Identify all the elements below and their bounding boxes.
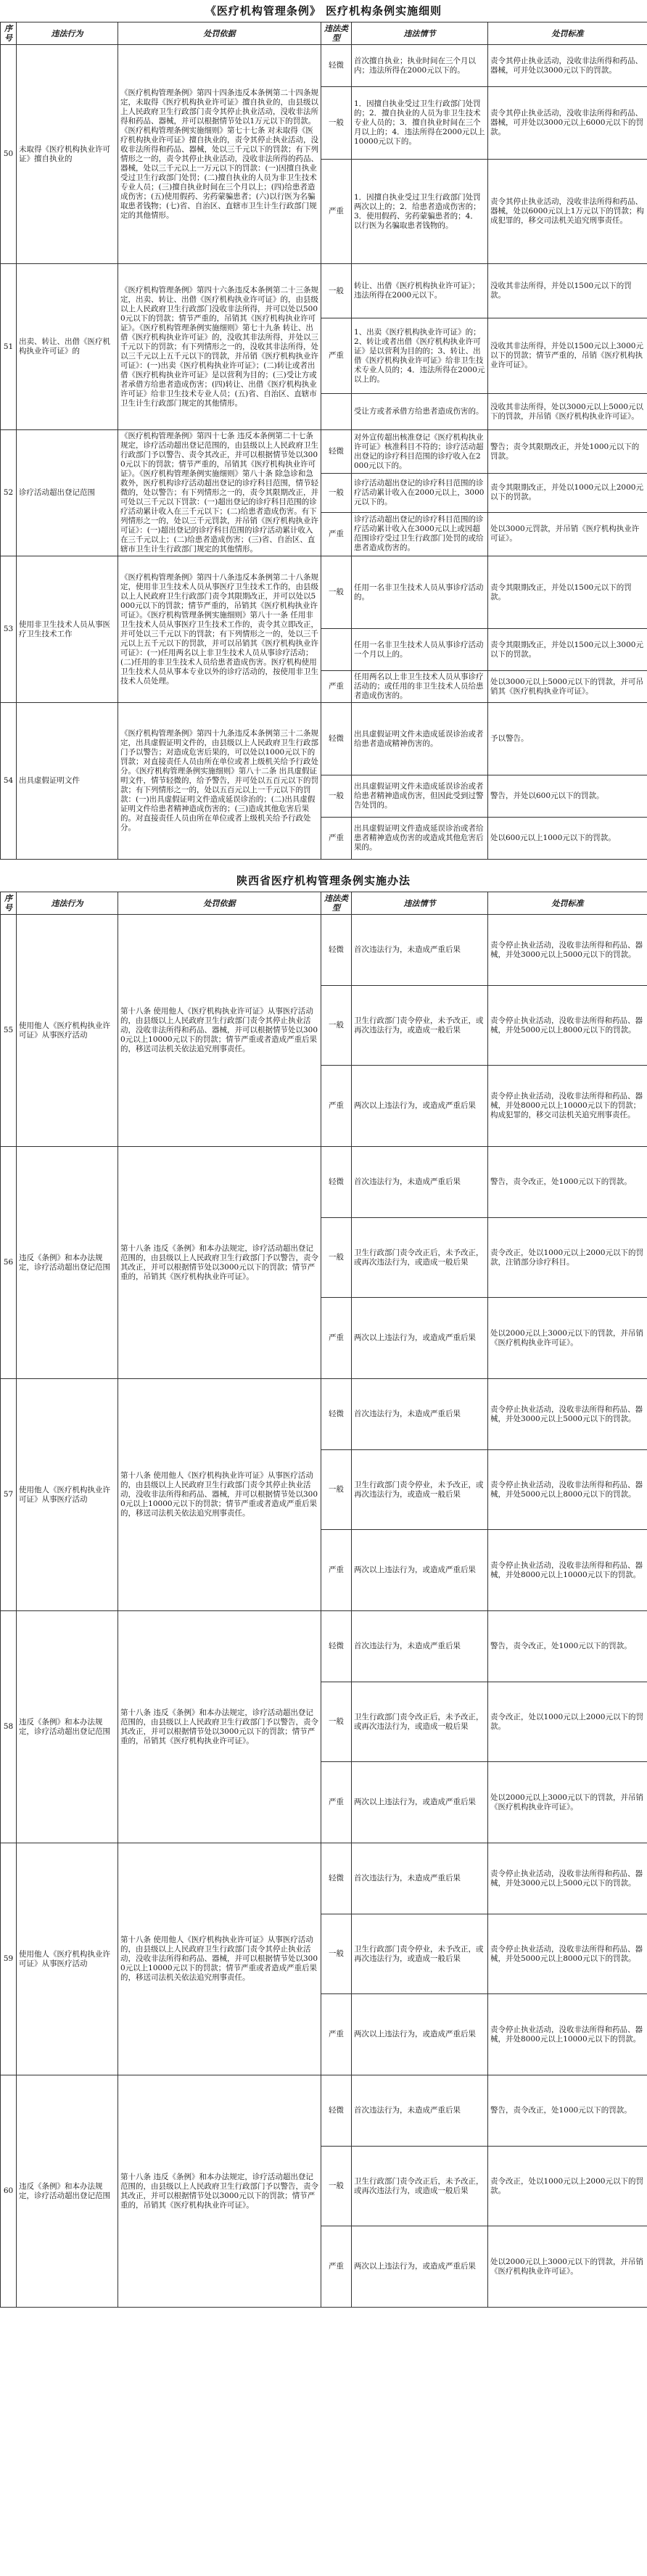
penalty-standard: 警告；责令其限期改正，并处1000元以下的罚款。 (488, 430, 647, 474)
penalty-basis: 第十八条 使用他人《医疗机构执业许可证》从事医疗活动的，由县级以上人民政府卫生行政部门责令其停止执业活动，没收非法所得和药品、器械，并可以根据情节处以3000元以上10000元以下的罚款；情节严重或者造成严重后果的，移送司法机关依法追究刑事责任。 (118, 915, 321, 1147)
violation-level: 一般 (321, 87, 352, 160)
penalty-standard: 处以3000元罚款，并吊销《医疗机构执业许可证》。 (488, 512, 647, 556)
violation-circumstance: 两次以上违法行为，或造成严重后果 (352, 1066, 488, 1147)
violation-act: 使用他人《医疗机构执业许可证》从事医疗活动 (17, 915, 118, 1147)
penalty-standard: 处以2000元以上3000元以下的罚款，并吊销《医疗机构执业许可证》。 (488, 1762, 647, 1843)
penalty-standard: 予以警告。 (488, 703, 647, 775)
table-row (1, 556, 647, 629)
penalty-basis: 第十八条 使用他人《医疗机构执业许可证》从事医疗活动的，由县级以上人民政府卫生行政部门责令其停止执业活动，没收非法所得和药品、器械，并可以根据情节处以3000元以上10000元以下的罚款；情节严重或者造成严重后果的，移送司法机关依法追究刑事责任。 (118, 1843, 321, 2075)
violation-act: 使用他人《医疗机构执业许可证》从事医疗活动 (17, 1379, 118, 1611)
penalty-standard: 处以2000元以上3000元以下的罚款，并吊销《医疗机构执业许可证》。 (488, 1298, 647, 1379)
penalty-basis: 《医疗机构管理条例》第四十七条 违反本条例第二十七条规定，诊疗活动超出登记范围的，由县级以上人民政府卫生行政部门予以警告、责令其改正，并可以根据情节处以3000元以下的罚款；情节严重的，吊销其《医疗机构执业许可证》。《医疗机构管理条例实施细则》第八十条 除急诊和急救外，医疗机构诊疗活动超出登记的诊疗科目范围，情节轻微的，处以警告；有下列情形之一的，责令其限期改正，并可处以三千元以下罚款：(一)超出登记的诊疗科目范围的诊疗活动累计收入在三千元以下；(二)给患者造成伤害。有下列情形之一的，处以三千元罚款，并吊销《医疗机构执业许可证》：(一)超出登记的诊疗科目范围的诊疗活动累计收入在三千元以上；(二)给患者造成伤害；(三)省、自治区、直辖市卫生计生行政部门规定的其他情形。 (118, 430, 321, 556)
violation-level: 严重 (321, 160, 352, 264)
violation-level: 一般 (321, 1914, 352, 1994)
violation-circumstance: 卫生行政部门责令停业，未予改正，或再次违法行为，或造成一般后果 (352, 1914, 488, 1994)
violation-circumstance: 对外宣传超出核准登记《医疗机构执业许可证》核准科目不符的；诊疗活动超出登记的诊疗科目范围的诊疗收入在2000元以下的。 (352, 430, 488, 474)
violation-level: 一般 (321, 1218, 352, 1298)
violation-level: 一般 (321, 775, 352, 818)
penalty-standard: 没收其非法所得，并处以1500元以上3000元以下的罚款；情节严重的，吊销《医疗机构执业许可证》。 (488, 318, 647, 394)
violation-circumstance: 出具虚假证明文件未造成延误诊治或者给患者精神造成伤害，但因此受到过警告处罚的。 (352, 775, 488, 818)
violation-level: 一般 (321, 556, 352, 629)
penalty-standard: 责令其限期改正，并处以1500元以下的罚款。 (488, 556, 647, 629)
violation-circumstance: 任用一名非卫生技术人员从事诊疗活动的。 (352, 556, 488, 629)
row-number: 50 (1, 45, 17, 264)
violation-level: 轻微 (321, 1379, 352, 1450)
penalty-standard: 责令停止执业活动，没收非法所得和药品、器械，并处3000元以上5000元以下的罚款。 (488, 915, 647, 986)
table-row (1, 430, 647, 474)
violation-level: 一般 (321, 986, 352, 1066)
penalty-standard: 责令停止执业活动，没收非法所得和药品、器械，并处3000元以上5000元以下的罚款。 (488, 1379, 647, 1450)
violation-circumstance: 诊疗活动超出登记的诊疗科目范围的诊疗活动累计收入在3000元以上或因超范围诊疗受过卫生行政部门处罚的或给患者造成伤害的。 (352, 512, 488, 556)
table-row (1, 915, 647, 986)
violation-level: 严重 (321, 1066, 352, 1147)
violation-circumstance: 两次以上违法行为，或造成严重后果 (352, 1298, 488, 1379)
violation-act: 诊疗活动超出登记范围 (17, 430, 118, 556)
penalty-standard: 责令其停止执业活动，没收非法所得和药品、器械，处以6000元以上1万元以下的罚款；构成犯罪的，移交司法机关追究刑事责任。 (488, 160, 647, 264)
violation-level: 一般 (321, 474, 352, 512)
violation-level: 严重 (321, 818, 352, 860)
violation-level: 一般 (321, 264, 352, 318)
violation-level: 轻微 (321, 430, 352, 474)
section2-title: 陕西省医疗机构管理条例实施办法 (236, 874, 411, 887)
violation-level (321, 629, 352, 671)
penalty-standard: 责令其停止执业活动，没收非法所得和药品、器械，可并处以3000元以上6000元以下的罚款。 (488, 87, 647, 160)
penalty-standard: 责令改正，处以1000元以上2000元以下的罚款。 (488, 1682, 647, 1762)
violation-level: 轻微 (321, 1611, 352, 1682)
penalty-standard: 警告，责令改正，处1000元以下的罚款。 (488, 1147, 647, 1218)
violation-level: 一般 (321, 2147, 352, 2226)
violation-act: 违反《条例》和本办法规定，诊疗活动超出登记范围 (17, 1611, 118, 1843)
violation-circumstance: 卫生行政部门责令停业，未予改正，或再次违法行为，或造成一般后果 (352, 1450, 488, 1530)
penalty-basis: 第十八条 违反《条例》和本办法规定，诊疗活动超出登记范围的，由县级以上人民政府卫生行政部门予以警告，责令其改正，并可以根据情节处以3000元以下的罚款；情节严重的，吊销其《医疗机构执业许可证》。 (118, 1147, 321, 1379)
table-row (1, 703, 647, 775)
penalty-basis: 《医疗机构管理条例》第四十六条违反本条例第二十三条规定，出卖、转让、出借《医疗机构执业许可证》的，由县级以上人民政府卫生行政部门没收非法所得，并可以处以5000元以下的罚款；情节严重的，吊销其《医疗机构执业许可证》。《医疗机构管理条例实施细则》第七十九条 转让、出借《医疗机构执业许可证》的，没收其非法所得，并处以三千元以下的罚款；有下列情形之一的，没收其非法所得，处以三千元以上五千元以下的罚款，并吊销《医疗机构执业许可证》：(一)出卖《医疗机构执业许可证》；(二)转让或者出借《医疗机构执业许可证》是以营利为目的；(三)受让方或者承借方给患者造成伤害；(四)转让、出借《医疗机构执业许可证》给非卫生技术专业人员；(五)省、自治区、直辖市卫生计生行政部门规定的其他情形。 (118, 264, 321, 430)
violation-circumstance: 首次擅自执业；执业时间在三个月以内；违法所得在2000元以下的。 (352, 45, 488, 87)
penalty-standard: 处以600元以上1000元以下的罚款。 (488, 818, 647, 860)
penalty-standard: 没收其非法所得，并处以1500元以下的罚款。 (488, 264, 647, 318)
table-row (1, 1147, 647, 1218)
violation-level: 一般 (321, 1682, 352, 1762)
violation-act: 出卖、转让、出借《医疗机构执业许可证》的 (17, 264, 118, 430)
violation-act: 未取得《医疗机构执业许可证》擅自执业的 (17, 45, 118, 264)
violation-circumstance: 出具虚假证明文件未造成延误诊治或者给患者造成精神伤害的。 (352, 703, 488, 775)
violation-level: 严重 (321, 671, 352, 703)
violation-act: 使用非卫生技术人员从事医疗卫生技术工作 (17, 556, 118, 703)
violation-circumstance: 卫生行政部门责令改正后，未予改正，或再次违法行为，或造成一般后果 (352, 1218, 488, 1298)
penalty-standard: 没收其非法所得，处以3000元以上5000元以下的罚款，并吊销《医疗机构执业许可证》。 (488, 394, 647, 430)
violation-level: 轻微 (321, 703, 352, 775)
violation-circumstance: 卫生行政部门责令停业，未予改正，或再次违法行为，或造成一般后果 (352, 986, 488, 1066)
table-row (1, 45, 647, 87)
penalty-standard: 责令改正，处以1000元以上2000元以下的罚款，注销部分诊疗科目。 (488, 1218, 647, 1298)
penalty-basis: 第十八条 违反《条例》和本办法规定，诊疗活动超出登记范围的，由县级以上人民政府卫生行政部门予以警告，责令其改正，并可以根据情节处以3000元以下的罚款；情节严重的，吊销其《医疗机构执业许可证》。 (118, 2075, 321, 2308)
penalty-basis: 第十八条 使用他人《医疗机构执业许可证》从事医疗活动的，由县级以上人民政府卫生行政部门责令其停止执业活动，没收非法所得和药品、器械，并可以根据情节处以3000元以上10000元以下的罚款；情节严重或者造成严重后果的，移送司法机关依法追究刑事责任。 (118, 1379, 321, 1611)
header-act: 违法行为 (17, 892, 118, 915)
violation-circumstance: 首次违法行为，未造成严重后果 (352, 1379, 488, 1450)
section1-title: 《医疗机构管理条例》 医疗机构条例实施细则 (205, 4, 442, 17)
violation-level: 一般 (321, 1450, 352, 1530)
header-no: 序号 (1, 892, 17, 915)
row-number: 56 (1, 1147, 17, 1379)
penalty-standard: 责令停止执业活动，没收非法所得和药品、器械，并处5000元以上8000元以下的罚款。 (488, 1914, 647, 1994)
violation-level (321, 394, 352, 430)
header-level: 违法类型 (321, 892, 352, 915)
section2-body (1, 915, 647, 2308)
penalty-standard: 责令改正，处以1000元以上2000元以下的罚款。 (488, 2147, 647, 2226)
violation-level: 严重 (321, 318, 352, 394)
violation-circumstance: 首次违法行为，未造成严重后果 (352, 2075, 488, 2147)
table-row (1, 264, 647, 318)
violation-act: 出具虚假证明文件 (17, 703, 118, 860)
violation-circumstance: 首次违法行为，未造成严重后果 (352, 1611, 488, 1682)
violation-circumstance: 1．因擅自执业受过卫生行政部门处罚两次以上的；2．给患者造成伤害的；3．使用假药、劣药蒙骗患者的；4．以行医为名骗取患者钱物的。 (352, 160, 488, 264)
violation-level: 严重 (321, 1994, 352, 2075)
row-number: 60 (1, 2075, 17, 2308)
violation-circumstance: 诊疗活动超出登记的诊疗科目范围的诊疗活动累计收入在2000元以上，3000元以下的。 (352, 474, 488, 512)
penalty-standard: 警告，并处以600元以下的罚款。 (488, 775, 647, 818)
penalty-standard: 责令停止执业活动，没收非法所得和药品、器械，并处8000元以上10000元以下的罚款；构成犯罪的，移交司法机关追究刑事责任。 (488, 1066, 647, 1147)
penalty-basis: 《医疗机构管理条例》第四十九条违反本条例第三十二条规定，出具虚假证明文件的，由县级以上人民政府卫生行政部门予以警告；对造成危害后果的，可以处以1000元以下的罚款；对直接责任人员由所在单位或者上级机关给予行政处分。《医疗机构管理条例实施细则》第八十二条 出具虚假证明文件，情节轻微的，给予警告，并可处以五百元以下的罚款；有下列情形之一的，处以五百元以上一千元以下的罚款：(一)出具虚假证明文件造成延误诊治的；(二)出具虚假证明文件给患者精神造成伤害的；(三)造成其他危害后果的。对直接责任人员由所在单位或者上级机关给予行政处分。 (118, 703, 321, 860)
table-row (1, 2075, 647, 2147)
penalty-basis: 《医疗机构管理条例》第四十四条违反本条例第二十四条规定，未取得《医疗机构执业许可证》擅自执业的，由县级以上人民政府卫生行政部门责令其停止执业活动，没收非法所得和药品、器械，并可以根据情节处以1万元以下的罚款。《医疗机构管理条例实施细则》第七十七条 对未取得《医疗机构执业许可证》擅自执业的，责令其停止执业活动，没收非法所得和药品、器械，处以三千元以下的罚款；有下列情形之一的，责令其停止执业活动，没收非法所得的药品、器械，处以三千元以上一万元以下的罚款：(一)因擅自执业受过卫生行政部门处罚；(二)擅自执业的人员为非卫生技术专业人员；(三)擅自执业时间在三个月以上；(四)给患者造成伤害；(五)使用假药、劣药蒙骗患者；(六)以行医为名骗取患者钱物；(七)省、自治区、直辖市卫生计生行政部门规定的其他情形。 (118, 45, 321, 264)
violation-circumstance: 任用一名非卫生技术人员从事诊疗活动一个月以上的。 (352, 629, 488, 671)
penalty-standard: 责令停止执业活动，没收非法所得和药品、器械，并处5000元以上8000元以下的罚款。 (488, 986, 647, 1066)
violation-act: 使用他人《医疗机构执业许可证》从事医疗活动 (17, 1843, 118, 2075)
violation-circumstance: 两次以上违法行为，或造成严重后果 (352, 2226, 488, 2308)
penalty-standard: 责令停止执业活动，没收非法所得和药品、器械，并处8000元以上10000元以下的罚款。 (488, 1994, 647, 2075)
header-std: 处罚标准 (488, 22, 647, 45)
violation-circumstance: 1、出卖《医疗机构执业许可证》的；2、转让或者出借《医疗机构执业许可证》是以营利为目的的；3、转让、出借《医疗机构执业许可证》给非卫生技术专业人员的；4．违法所得在2000元以上的。 (352, 318, 488, 394)
violation-act: 违反《条例》和本办法规定，诊疗活动超出登记范围 (17, 2075, 118, 2308)
header-act: 违法行为 (17, 22, 118, 45)
header-std: 处罚标准 (488, 892, 647, 915)
header-basis: 处罚依据 (118, 892, 321, 915)
penalty-basis: 《医疗机构管理条例》第四十八条违反本条例第二十八条规定，使用非卫生技术人员从事医疗卫生技术工作的，由县级以上人民政府卫生行政部门责令其限期改正，并可以处以5000元以下的罚款；情节严重的，吊销其《医疗机构执业许可证》。《医疗机构管理条例实施细则》第八十一条 任用非卫生技术人员从事医疗卫生技术工作的，责令其立即改正，并可处以三千元以下的罚款；有下列情形之一的，处以三千元以上五千元以下的罚款，并可以吊销其《医疗机构执业许可证》：(一)任用两名以上非卫生技术人员从事诊疗活动；(二)任用的非卫生技术人员给患者造成伤害。医疗机构使用卫生技术人员从事本专业以外的诊疗活动的，按使用非卫生技术人员处理。 (118, 556, 321, 703)
violation-level: 严重 (321, 1530, 352, 1611)
row-number: 54 (1, 703, 17, 860)
violation-circumstance: 首次违法行为，未造成严重后果 (352, 1147, 488, 1218)
header-level: 违法类型 (321, 22, 352, 45)
penalty-standard: 责令其限期改正，并处以1500元以上3000元以下的罚款。 (488, 629, 647, 671)
violation-circumstance: 两次以上违法行为，或造成严重后果 (352, 1762, 488, 1843)
penalty-basis: 第十八条 违反《条例》和本办法规定，诊疗活动超出登记范围的，由县级以上人民政府卫生行政部门予以警告，责令其改正，并可以根据情节处以3000元以下的罚款；情节严重的，吊销其《医疗机构执业许可证》。 (118, 1611, 321, 1843)
header-no: 序号 (1, 22, 17, 45)
violation-circumstance: 受让方或者承借方给患者造成伤害的。 (352, 394, 488, 430)
violation-circumstance: 转让、出借《医疗机构执业许可证》；违法所得在2000元以下。 (352, 264, 488, 318)
section-gap (0, 860, 647, 870)
penalty-standard: 责令其限期改正，并处以1000元以上2000元以下的罚款。 (488, 474, 647, 512)
violation-circumstance: 首次违法行为，未造成严重后果 (352, 915, 488, 986)
violation-circumstance: 任用两名以上非卫生技术人员从事诊疗活动的；或任用的非卫生技术人员给患者造成伤害的。 (352, 671, 488, 703)
penalty-standard: 责令停止执业活动，没收非法所得和药品、器械，并处3000元以上5000元以下的罚款。 (488, 1843, 647, 1914)
violation-level: 轻微 (321, 1843, 352, 1914)
violation-level: 轻微 (321, 1147, 352, 1218)
row-number: 57 (1, 1379, 17, 1611)
violation-circumstance: 卫生行政部门责令改正后，未予改正，或再次违法行为，或造成一般后果 (352, 2147, 488, 2226)
violation-circumstance: 首次违法行为，未造成严重后果 (352, 1843, 488, 1914)
violation-level: 轻微 (321, 915, 352, 986)
table-row (1, 1843, 647, 1914)
row-number: 55 (1, 915, 17, 1147)
violation-level: 严重 (321, 1762, 352, 1843)
violation-circumstance: 卫生行政部门责令改正后，未予改正，或再次违法行为，或造成一般后果 (352, 1682, 488, 1762)
penalty-standard: 责令停止执业活动，没收非法所得和药品、器械，并处5000元以上8000元以下的罚款。 (488, 1450, 647, 1530)
section2-table (0, 892, 647, 2308)
penalty-standard: 警告，责令改正，处1000元以下的罚款。 (488, 1611, 647, 1682)
violation-level: 轻微 (321, 2075, 352, 2147)
table-header-row (1, 892, 647, 915)
section1-table (0, 22, 647, 860)
row-number: 51 (1, 264, 17, 430)
table-row (1, 1611, 647, 1682)
violation-circumstance: 1．因擅自执业受过卫生行政部门处罚的；2．擅自执业的人员为非卫生技术专业人员的；3．擅自执业时间在三个月以上的；4．违法所得在2000元以上10000元以下的。 (352, 87, 488, 160)
table-row (1, 1379, 647, 1450)
violation-act: 违反《条例》和本办法规定，诊疗活动超出登记范围 (17, 1147, 118, 1379)
penalty-standard: 处以3000元以上5000元以下的罚款，并可吊销其《医疗机构执业许可证》。 (488, 671, 647, 703)
row-number: 58 (1, 1611, 17, 1843)
row-number: 59 (1, 1843, 17, 2075)
section1-body (1, 45, 647, 860)
header-plot: 违法情节 (352, 22, 488, 45)
penalty-standard: 处以2000元以上3000元以下的罚款，并吊销《医疗机构执业许可证》。 (488, 2226, 647, 2308)
violation-level: 严重 (321, 2226, 352, 2308)
violation-circumstance: 两次以上违法行为，或造成严重后果 (352, 1994, 488, 2075)
violation-circumstance: 出具虚假证明文件造成延误诊治或者给患者精神造成伤害的或造成其他危害后果的。 (352, 818, 488, 860)
penalty-standard: 警告，责令改正，处1000元以下的罚款。 (488, 2075, 647, 2147)
table-header-row (1, 22, 647, 45)
header-basis: 处罚依据 (118, 22, 321, 45)
row-number: 53 (1, 556, 17, 703)
penalty-standard: 责令其停止执业活动，没收非法所得和药品、器械，可并处以3000元以下的罚款。 (488, 45, 647, 87)
violation-level: 严重 (321, 512, 352, 556)
violation-level: 轻微 (321, 45, 352, 87)
violation-level: 严重 (321, 1298, 352, 1379)
row-number: 52 (1, 430, 17, 556)
violation-circumstance: 两次以上违法行为，或造成严重后果 (352, 1530, 488, 1611)
penalty-standard: 责令停止执业活动，没收非法所得和药品、器械，并处8000元以上10000元以下的罚款。 (488, 1530, 647, 1611)
header-plot: 违法情节 (352, 892, 488, 915)
